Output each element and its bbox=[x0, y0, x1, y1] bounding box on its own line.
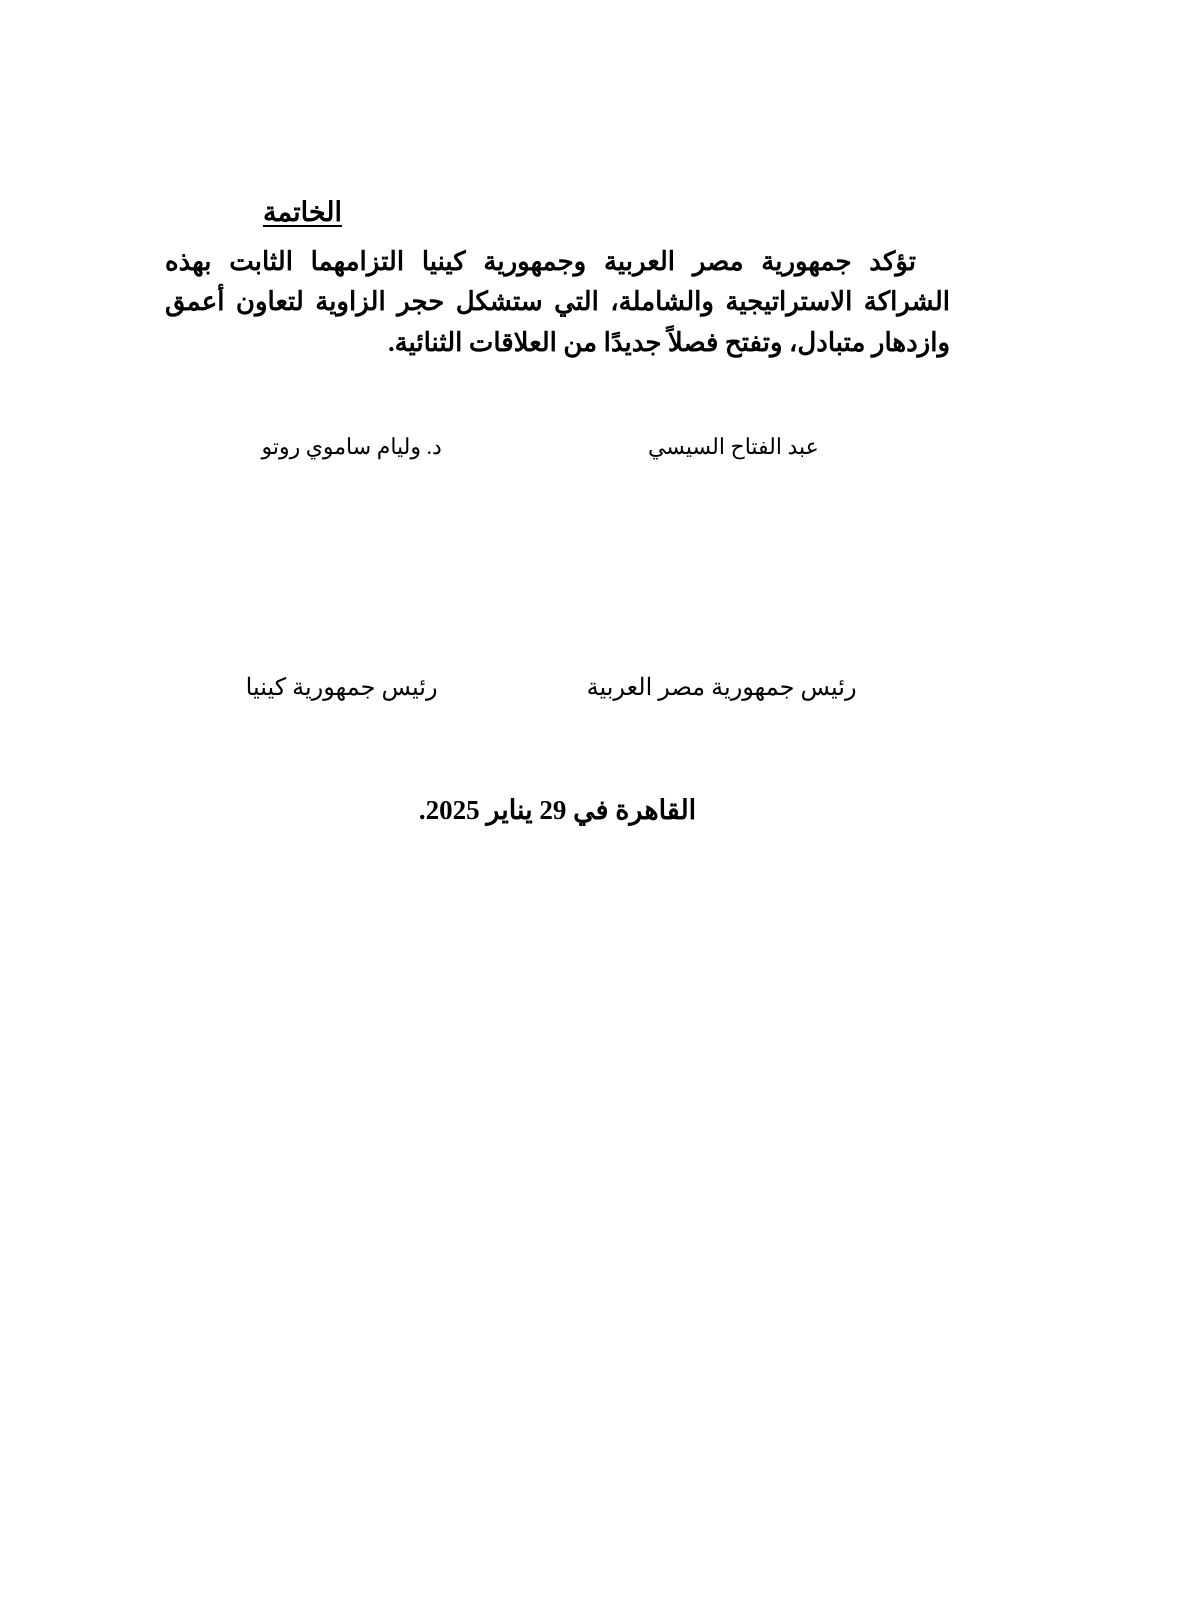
section-heading-text: الخاتمة bbox=[263, 197, 342, 227]
signatory-name-egypt: عبد الفتاح السيسي bbox=[647, 434, 819, 459]
signature-names-row bbox=[165, 432, 950, 463]
page-title bbox=[165, 195, 950, 230]
signatory-title-kenya: رئيس جمهورية كينيا bbox=[245, 675, 438, 701]
signature-titles-row bbox=[165, 672, 950, 706]
place-and-date: القاهرة في 29 يناير 2025. bbox=[418, 795, 697, 825]
conclusion-paragraph: تؤكد جمهورية مصر العربية وجمهورية كينيا التزامهما الثابت بهذه الشراكة الاستراتيجية والشاملة، التي ستشكل حجر الزاوية لتعاون أعمق وازدهار متبادل، وتفتح فصلاً جديدًا من العلاقات الثنائية. bbox=[165, 247, 950, 357]
document-content bbox=[165, 195, 950, 363]
signatory-title-egypt: رئيس جمهورية مصر العربية bbox=[586, 675, 857, 701]
signatory-name-kenya: د. وليام ساموي روتو bbox=[261, 434, 442, 459]
